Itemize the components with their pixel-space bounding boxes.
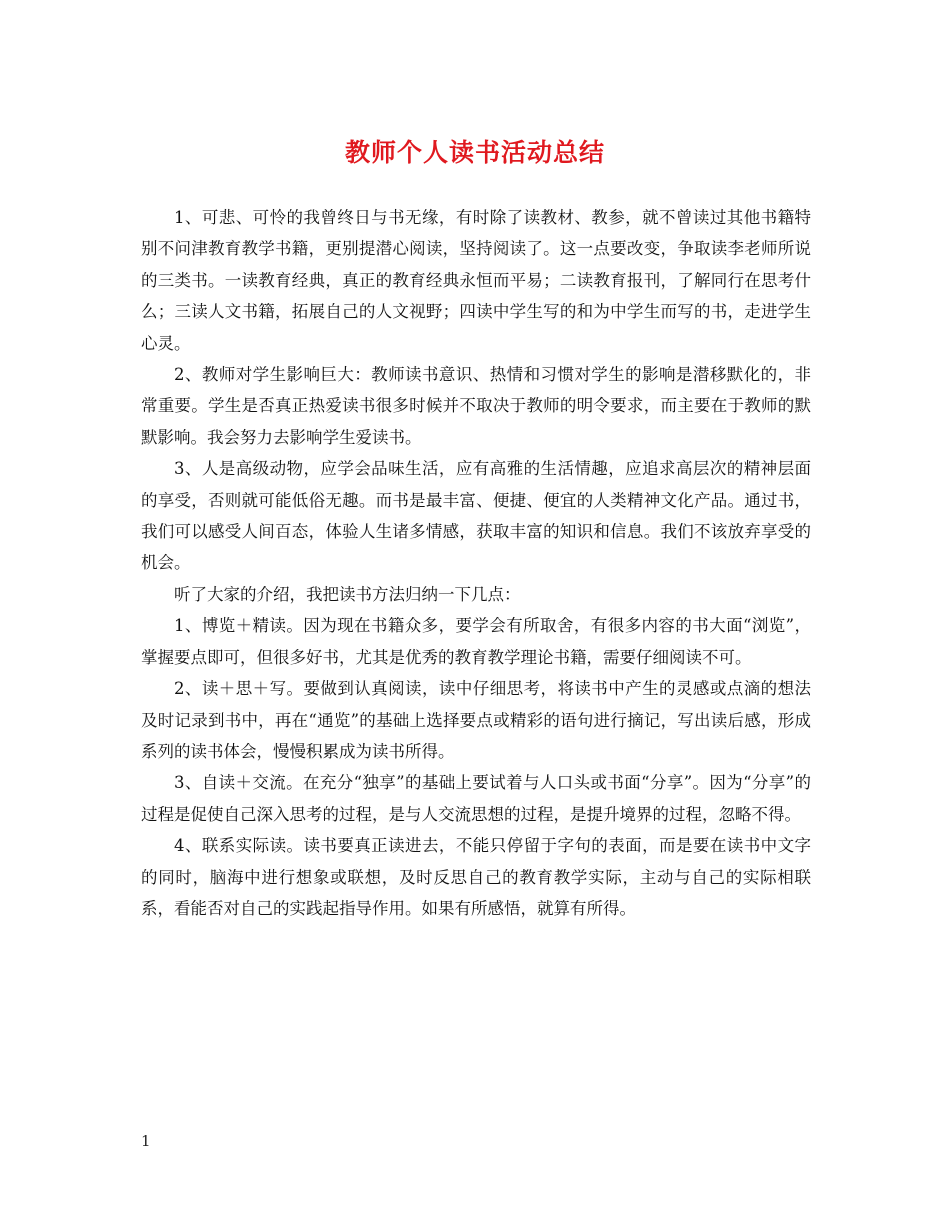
- page-number: 1: [141, 1132, 151, 1150]
- paragraph: 1、可悲、可怜的我曾终日与书无缘，有时除了读教材、教参，就不曾读过其他书籍特别不问津教育教学书籍，更别提潜心阅读，坚持阅读了。这一点要改变，争取读李老师所说的三类书。一读教育经典，真正的教育经典永恒而平易；二读教育报刊，了解同行在思考什么；三读人文书籍，拓展自己的人文视野；四读中学生写的和为中学生而写的书，走进学生心灵。: [141, 208, 811, 353]
- document-body: [141, 202, 811, 924]
- paragraph: 听了大家的介绍，我把读书方法归纳一下几点：: [174, 584, 521, 604]
- paragraph: 1、博览＋精读。因为现在书籍众多，要学会有所取舍，有很多内容的书大面“浏览”，掌握要点即可，但很多好书，尤其是优秀的教育教学理论书籍，需要仔细阅读不可。: [141, 616, 811, 667]
- paragraph: 4、联系实际读。读书要真正读进去，不能只停留于字句的表面，而是要在读书中文字的同时，脑海中进行想象或联想，及时反思自己的教育教学实际，主动与自己的实际相联系，看能否对自己的实践起指导作用。如果有所感悟，就算有所得。: [141, 836, 811, 918]
- paragraph: 2、读＋思＋写。要做到认真阅读，读中仔细思考，将读书中产生的灵感或点滴的想法及时记录到书中，再在“通览”的基础上选择要点或精彩的语句进行摘记，写出读后感，形成系列的读书体会，慢慢积累成为读书所得。: [141, 679, 811, 761]
- paragraph: 3、自读＋交流。在充分“独享”的基础上要试着与人口头或书面“分享”。因为“分享”的过程是促使自己深入思考的过程，是与人交流思想的过程，是提升境界的过程，忽略不得。: [141, 773, 811, 824]
- paragraph: 3、人是高级动物，应学会品味生活，应有高雅的生活情趣，应追求高层次的精神层面的享受，否则就可能低俗无趣。而书是最丰富、便捷、便宜的人类精神文化产品。通过书，我们可以感受人间百态，体验人生诸多情感，获取丰富的知识和信息。我们不该放弃享受的机会。: [141, 459, 811, 573]
- paragraph: 2、教师对学生影响巨大：教师读书意识、热情和习惯对学生的影响是潜移默化的，非常重要。学生是否真正热爱读书很多时候并不取决于教师的明令要求，而主要在于教师的默默影响。我会努力去影响学生爱读书。: [141, 365, 811, 447]
- document-title: 教师个人读书活动总结: [344, 138, 605, 167]
